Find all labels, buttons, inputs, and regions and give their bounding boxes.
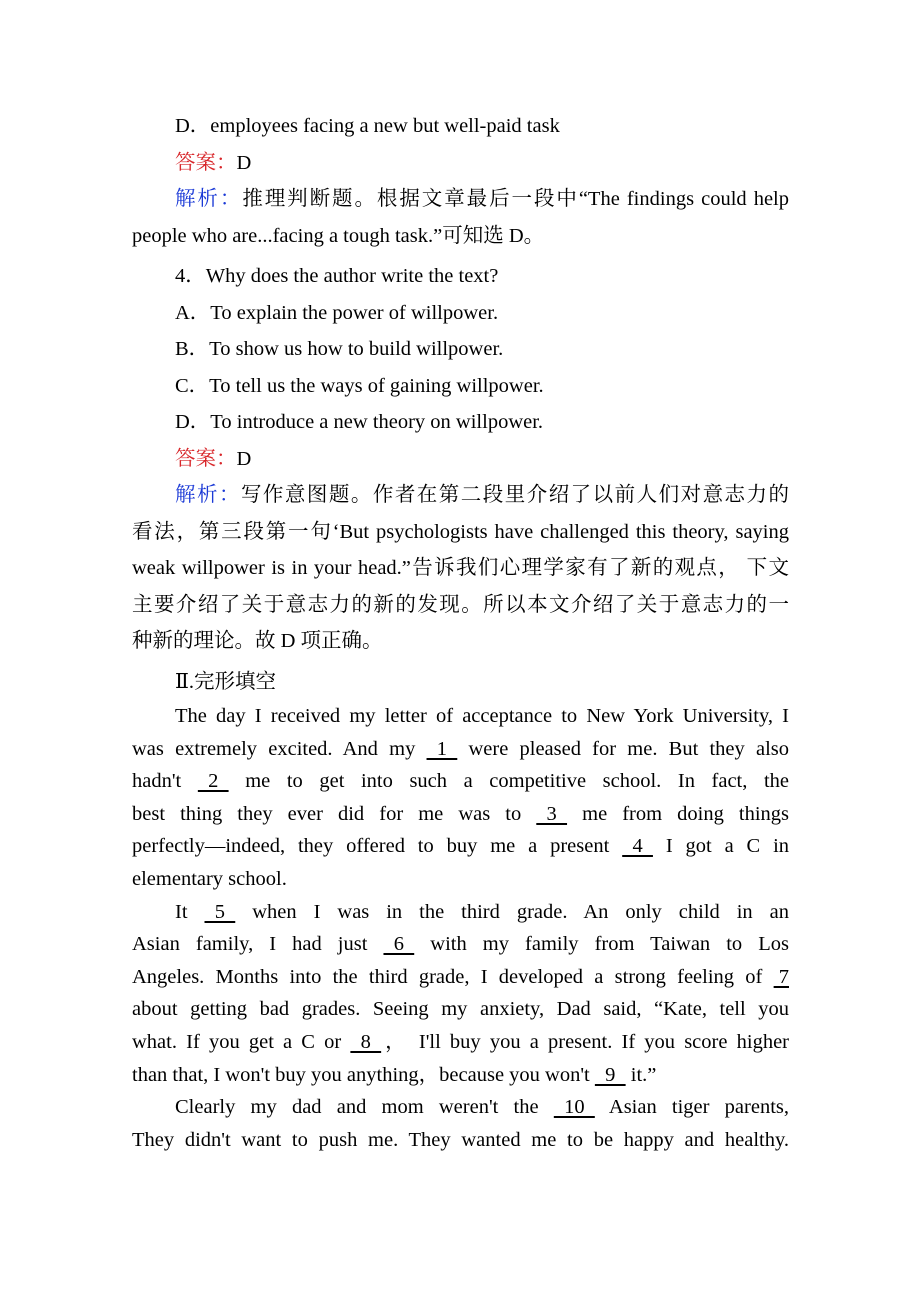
p3-line2: They didn't want to push me. They wanted me to be happy and healthy. <box>132 1128 789 1151</box>
q3-answer <box>132 145 789 182</box>
document-page <box>132 108 789 1156</box>
p1-line1: The day I received my letter of acceptance to New York University, I <box>175 705 789 727</box>
p1-line2: was extremely excited. And my 1 were pleased for me. But they also <box>132 733 789 766</box>
analysis-label: 解析： <box>175 188 243 210</box>
blank-2: 2 <box>197 770 229 793</box>
cloze-passage <box>132 700 789 1156</box>
analysis-label: 解析： <box>175 484 241 506</box>
blank-8: 8 <box>350 1030 382 1053</box>
p3-line1: Clearly my dad and mom weren't the 10 Asian tiger parents, <box>132 1091 789 1124</box>
q4-analysis-line4: 主要介绍了关于意志力的新的发现。所以本文介绍了关于意志力的一 <box>132 593 789 616</box>
p1-line5: perfectly—indeed, they offered to buy me a present 4 I got a C in <box>132 830 789 863</box>
q4-question: 4．Why does the author write the text? <box>175 265 499 287</box>
answer-label: 答案： <box>175 151 237 174</box>
p1-line6: elementary school. <box>132 867 287 890</box>
blank-9: 9 <box>594 1063 626 1086</box>
p2-line4: about getting bad grades. Seeing my anxiety, Dad said, “Kate, tell you <box>132 998 789 1021</box>
p2-line2: Asian family, I had just 6 with my family from Taiwan to Los <box>132 928 789 961</box>
q4-option-b: B．To show us how to build willpower. <box>175 338 504 360</box>
q4-analysis-line3: weak willpower is in your head.”告诉我们心理学家有了新的观点， 下文 <box>132 557 789 579</box>
answer-label: 答案： <box>175 447 237 470</box>
blank-10: 10 <box>553 1096 595 1119</box>
blank-7: 7 <box>773 965 789 988</box>
q4-analysis-line2: 看法，第三段第一句‘But psychologists have challenged this theory, saying <box>132 520 789 543</box>
blank-3: 3 <box>536 802 568 825</box>
answer-value: D <box>236 447 252 470</box>
q4-answer <box>132 441 789 478</box>
blank-5: 5 <box>204 900 236 923</box>
blank-6: 6 <box>383 933 415 956</box>
section-heading: Ⅱ.完形填空 <box>175 670 277 693</box>
p1-line4: best thing they ever did for me was to 3 me from doing things <box>132 798 789 831</box>
q3-option-d: D．employees facing a new but well-paid task <box>175 115 560 137</box>
q3-analysis-line2: people who are...facing a tough task.”可知选 D。 <box>132 224 545 247</box>
p2-line6: than that, I won't buy you anything，because you won't 9 it.” <box>132 1059 789 1092</box>
p2-line1: It 5 when I was in the third grade. An only child in an <box>132 896 789 929</box>
q4-option-d: D．To introduce a new theory on willpower. <box>175 411 544 433</box>
p2-line3: Angeles. Months into the third grade, I developed a strong feeling of 7 <box>132 961 789 994</box>
blank-1: 1 <box>426 737 458 760</box>
blank-4: 4 <box>622 835 653 858</box>
q4-option-c: C．To tell us the ways of gaining willpower. <box>175 374 544 397</box>
q4-analysis-line5: 种新的理论。故 D 项正确。 <box>132 630 383 652</box>
p2-line5: what. If you get a C or 8 ， I'll buy you a present. If you score higher <box>132 1026 789 1059</box>
q3-analysis-line1: 解析：推理判断题。根据文章最后一段中“The findings could help <box>175 188 789 210</box>
p1-line3: hadn't 2 me to get into such a competitive school. In fact, the <box>132 765 789 798</box>
q4-option-a: A．To explain the power of willpower. <box>175 301 499 324</box>
q4-analysis-line1: 解析：写作意图题。作者在第二段里介绍了以前人们对意志力的 <box>175 484 790 506</box>
answer-value: D <box>236 151 252 174</box>
